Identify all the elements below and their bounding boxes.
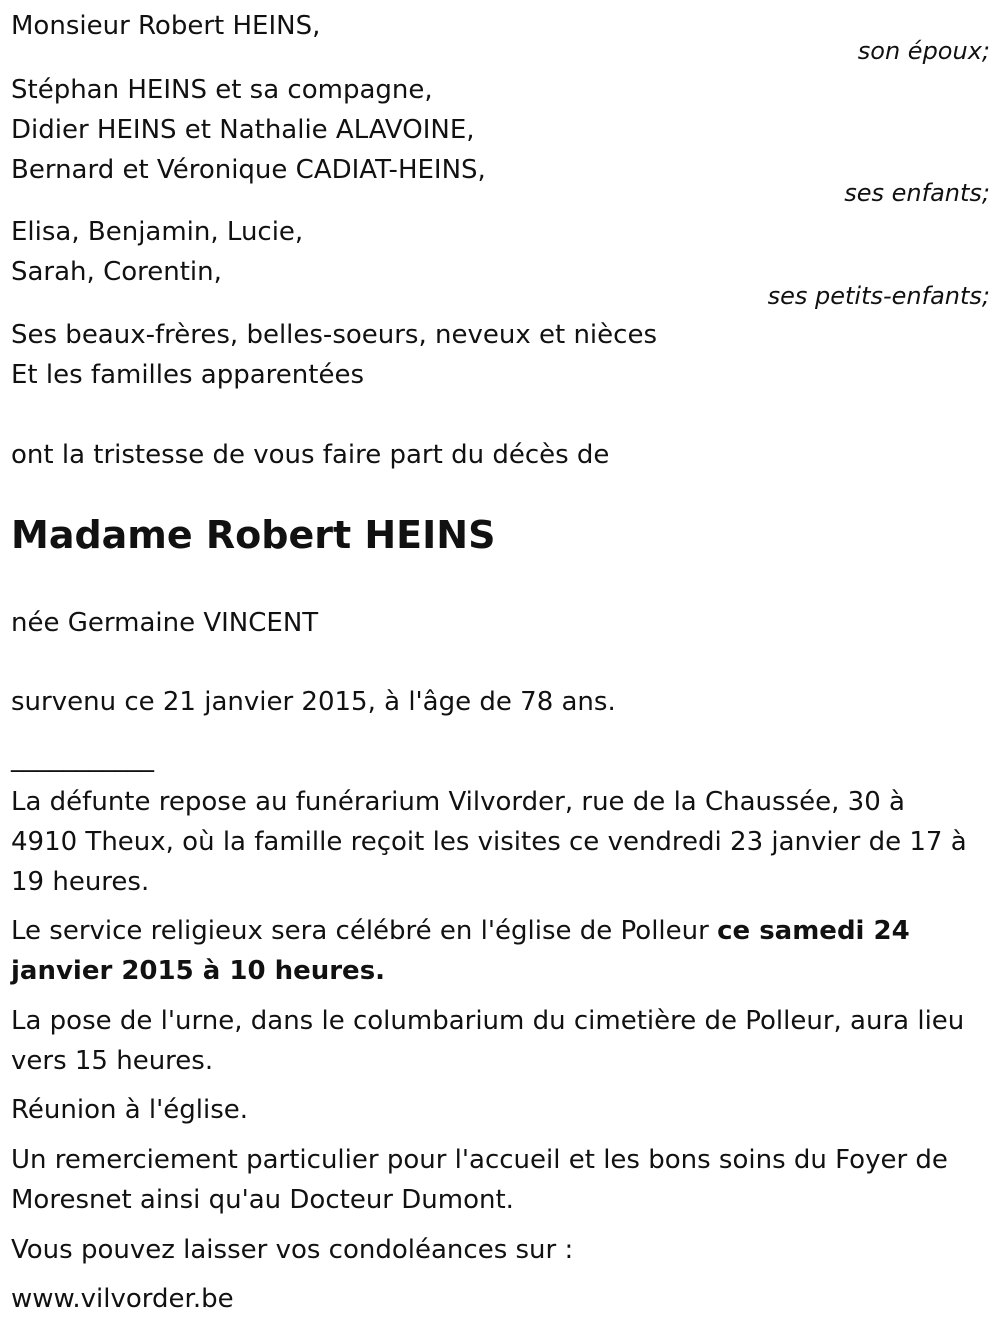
- related-families: Et les familles apparentées: [11, 360, 365, 390]
- repose-text: La défunte repose au funérarium Vilvorder, rue de la Chaussée, 30 à: [11, 787, 905, 817]
- child-name: Stéphan HEINS et sa compagne,: [11, 75, 433, 105]
- thanks-text: Un remerciement particulier pour l'accueil et les bons soins du Foyer de: [11, 1145, 948, 1175]
- announcement-text: ont la tristesse de vous faire part du décès de: [11, 440, 610, 470]
- condolences-text: Vous pouvez laisser vos condoléances sur :: [11, 1235, 574, 1265]
- deceased-name: Madame Robert HEINS: [11, 513, 496, 557]
- other-relatives: Ses beaux-frères, belles-soeurs, neveux et nièces: [11, 320, 657, 350]
- website-link[interactable]: www.vilvorder.be: [11, 1284, 234, 1314]
- repose-text: 4910 Theux, où la famille reçoit les visites ce vendredi 23 janvier de 17 à: [11, 827, 967, 857]
- death-info: survenu ce 21 janvier 2015, à l'âge de 78 ans.: [11, 687, 616, 717]
- grandchild-names: Sarah, Corentin,: [11, 257, 222, 287]
- spouse-name: Monsieur Robert HEINS,: [11, 11, 321, 41]
- separator: ___________: [11, 743, 154, 773]
- service-date: ce samedi 24: [717, 916, 910, 946]
- child-name: Bernard et Véronique CADIAT-HEINS,: [11, 155, 486, 185]
- urne-text: vers 15 heures.: [11, 1046, 214, 1076]
- spouse-role: son époux;: [857, 37, 990, 65]
- service-prefix: Le service religieux sera célébré en l'église de Polleur: [11, 916, 718, 946]
- grandchildren-role: ses petits-enfants;: [767, 282, 990, 310]
- thanks-text: Moresnet ainsi qu'au Docteur Dumont.: [11, 1185, 514, 1215]
- grandchild-names: Elisa, Benjamin, Lucie,: [11, 217, 304, 247]
- child-name: Didier HEINS et Nathalie ALAVOINE,: [11, 115, 475, 145]
- urne-text: La pose de l'urne, dans le columbarium du cimetière de Polleur, aura lieu: [11, 1006, 965, 1036]
- repose-text: 19 heures.: [11, 867, 150, 897]
- service-text: [11, 911, 910, 951]
- reunion-text: Réunion à l'église.: [11, 1095, 249, 1125]
- children-role: ses enfants;: [844, 179, 990, 207]
- service-date-time: janvier 2015 à 10 heures.: [11, 956, 386, 986]
- maiden-name: née Germaine VINCENT: [11, 608, 319, 638]
